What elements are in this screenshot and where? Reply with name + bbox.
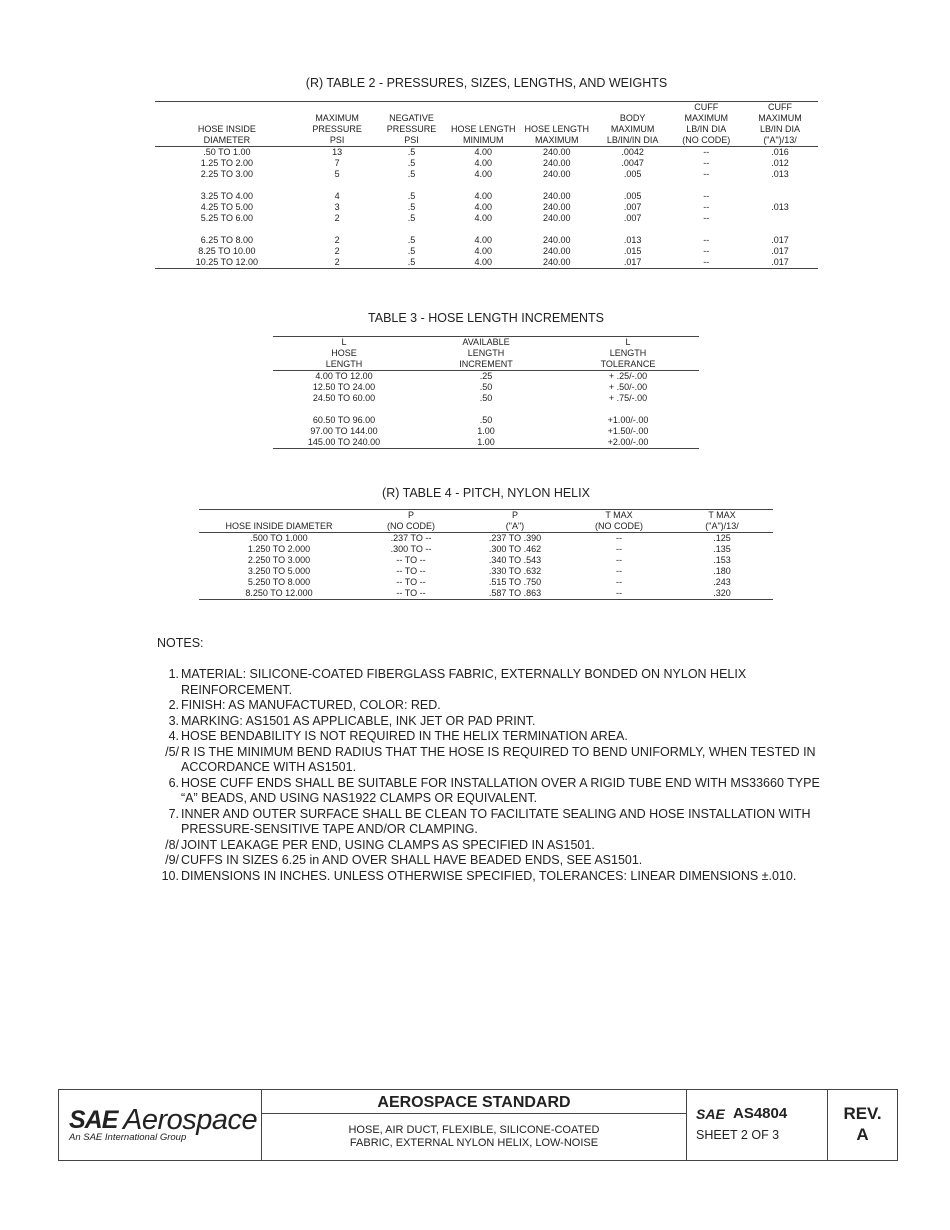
table-row [155,180,818,191]
table-cell: .5 [407,213,416,223]
table-cell: .5 [407,169,416,179]
notes-list [157,667,837,884]
table-cell: .017 [742,257,818,269]
document-number-cell [687,1090,828,1160]
table-cell: -- [703,169,710,179]
note-text: CUFFS IN SIZES 6.25 in AND OVER SHALL HAVE BEADED ENDS, SEE AS1501. [181,853,643,867]
table-cell: .5 [407,235,416,245]
table-cell: 3.25 TO 4.00 [200,191,253,201]
column-header: CUFF MAXIMUM LB/IN DIA (NO CODE) [671,102,743,147]
column-header: L HOSE LENGTH [273,337,415,371]
table4 [199,509,773,600]
table-cell [448,180,519,191]
table-cell: 4 [334,191,340,201]
table-cell: .320 [671,588,773,600]
table-row [199,577,773,588]
sae-mark: SAE [696,1106,725,1122]
table-cell: 240.00 [542,202,571,212]
table-cell: + .75/-.00 [608,393,648,403]
table-cell: 4.25 TO 5.00 [200,202,253,212]
table-cell: 10.25 TO 12.00 [155,257,299,269]
table-cell: 3.250 TO 5.000 [247,566,311,576]
note-item [157,853,837,869]
table-cell: 24.50 TO 60.00 [312,393,376,403]
table-cell: -- [616,544,622,554]
table-cell [742,213,818,224]
table-cell: 2 [334,235,340,245]
note-text: HOSE BENDABILITY IS NOT REQUIRED IN THE HELIX TERMINATION AREA. [181,729,628,743]
description-line-2: FABRIC, EXTERNAL NYLON HELIX, LOW-NOISE [349,1137,599,1149]
revision-value: A [856,1125,869,1144]
table-cell: 240.00 [542,213,571,223]
column-header: AVAILABLE LENGTH INCREMENT [415,337,557,371]
logo-subtitle: An SAE International Group [69,1132,187,1143]
table-cell: -- [703,191,710,201]
note-text: MATERIAL: SILICONE-COATED FIBERGLASS FABRIC, EXTERNALLY BONDED ON NYLON HELIX REINFORCEMENT. [181,667,747,697]
note-number: /9/ [165,853,179,867]
table-cell: .5 [407,147,416,157]
table-cell: -- TO -- [396,566,426,576]
table-cell: 5.25 TO 6.00 [200,213,253,223]
column-header: HOSE LENGTH MAXIMUM [519,102,595,147]
note-number: /8/ [165,837,179,852]
table-cell: .153 [713,555,731,565]
column-header: NEGATIVE PRESSURE PSI [375,102,447,147]
table-row [199,588,773,600]
table-cell: .012 [771,158,789,168]
table-cell: .237 TO .390 [488,533,542,543]
table-cell: .005 [623,169,642,179]
column-header: T MAX ("A")/13/ [671,510,773,533]
table-cell: -- [703,147,710,157]
table-cell: .013 [771,169,789,179]
note-item [157,838,837,854]
table-cell: .017 [771,235,789,245]
table-cell: .243 [713,577,731,587]
notes-title: NOTES: [157,636,204,650]
note-number: 1. [168,667,179,681]
table-cell [155,180,299,191]
table4-title: (R) TABLE 4 - PITCH, NYLON HELIX [382,486,590,500]
title-block [58,1089,898,1161]
note-text: R IS THE MINIMUM BEND RADIUS THAT THE HOSE IS REQUIRED TO BEND UNIFORMLY, WHEN TESTED IN ACCORDANCE WITH AS1501. [181,744,816,774]
table-cell: .5 [407,158,416,168]
note-text: INNER AND OUTER SURFACE SHALL BE CLEAN TO FACILITATE SEALING AND HOSE INSTALLATION WITH PRESSURE-SENSITIVE TAPE AND/OR CLAMPING. [181,806,811,836]
table-cell: -- [671,257,743,269]
table-cell: .340 TO .543 [488,555,542,565]
note-text: DIMENSIONS IN INCHES. UNLESS OTHERWISE SPECIFIED, TOLERANCES: LINEAR DIMENSIONS ±.010. [181,868,797,883]
table-cell: .005 [623,191,642,201]
column-header: P (NO CODE) [359,510,463,533]
table-cell: +1.50/-.00 [607,426,649,436]
table-cell: 4.00 [474,158,492,168]
table-cell: 1.250 TO 2.000 [247,544,311,554]
note-text: MARKING: AS1501 AS APPLICABLE, INK JET OR PAD PRINT. [181,713,536,728]
table-cell [448,224,519,235]
table-cell: .016 [771,147,789,157]
table-cell: 3 [334,202,340,212]
table-row [273,371,699,383]
table-cell: 4.00 [448,257,519,269]
note-item [157,807,837,838]
table-cell: -- [703,235,710,245]
revision-cell [828,1090,897,1160]
table-cell: .330 TO .632 [488,566,542,576]
table-cell [415,404,557,415]
table-cell: .300 TO .462 [488,544,542,554]
table-cell: .515 TO .750 [488,577,542,587]
table3 [273,336,699,449]
table-cell [273,404,415,415]
table-cell [742,180,818,191]
note-number: 3. [168,713,179,728]
table-cell: +1.00/-.00 [607,415,649,425]
note-number: 10. [161,868,179,883]
table-cell: 2 [299,257,376,269]
table-cell: .013 [623,235,642,245]
aerospace-logo: Aerospace [123,1104,258,1136]
note-item [157,714,837,730]
table-row [155,191,818,202]
table-row [199,555,773,566]
logo-cell [59,1090,262,1160]
table-cell: .50 [479,382,493,392]
table-cell: 240.00 [519,257,595,269]
table-row [155,202,818,213]
note-item [157,698,837,714]
note-item [157,667,837,698]
table2-title: (R) TABLE 2 - PRESSURES, SIZES, LENGTHS, AND WEIGHTS [305,76,668,90]
table-cell [557,404,699,415]
table-cell: 2 [334,213,340,223]
note-number: /5/ [165,744,179,759]
table-cell: .135 [713,544,731,554]
note-number: 7. [168,806,179,821]
column-header: P ("A") [463,510,567,533]
table-row [273,437,699,449]
table-cell: -- [703,202,710,212]
column-header: T MAX (NO CODE) [567,510,671,533]
note-text: JOINT LEAKAGE PER END, USING CLAMPS AS SPECIFIED IN AS1501. [181,837,595,852]
table-row [155,169,818,180]
column-header: CUFF MAXIMUM LB/IN DIA ("A")/13/ [742,102,818,147]
table-cell: -- [616,555,622,565]
table-cell: 2.250 TO 3.000 [247,555,311,565]
table-cell: 5 [334,169,340,179]
table-cell: .50 [479,393,493,403]
table-cell: .25 [479,371,493,381]
table3-title: TABLE 3 - HOSE LENGTH INCREMENTS [368,311,604,325]
table-cell: 4.00 [474,246,492,256]
table-cell: 240.00 [542,235,571,245]
table-cell: .0047 [621,158,644,168]
revision [828,1103,897,1145]
note-number: 4. [168,729,179,743]
column-header: HOSE INSIDE DIAMETER [155,102,299,147]
table-cell: 240.00 [542,169,571,179]
document-number: AS4804 [733,1105,788,1122]
table-cell: 60.50 TO 96.00 [312,415,376,425]
table-cell: 2 [334,246,340,256]
table-cell [519,224,595,235]
table-cell: 145.00 TO 240.00 [273,437,415,449]
table-cell: 240.00 [542,246,571,256]
table-cell: -- [567,588,671,600]
revision-label: REV. [843,1104,882,1123]
table-cell: 4.00 [474,147,492,157]
table-cell: .015 [623,246,642,256]
table-cell: .50 TO 1.00 [203,147,251,157]
table-row [155,257,818,269]
table-row [273,404,699,415]
table-row [199,544,773,555]
table-cell [299,180,376,191]
title-cell [262,1090,687,1160]
table-row [155,147,818,159]
table-cell: -- [703,246,710,256]
table-cell [375,180,447,191]
table-row [273,426,699,437]
table-cell: 13 [332,147,343,157]
table-cell: .017 [595,257,671,269]
table-cell: -- [616,577,622,587]
table-cell: .500 TO 1.000 [250,533,308,543]
table-cell: 6.25 TO 8.00 [200,235,253,245]
table-cell: -- TO -- [396,555,426,565]
table-row [155,213,818,224]
note-text: FINISH: AS MANUFACTURED, COLOR: RED. [181,698,441,712]
table-row [155,224,818,235]
table-cell: 1.00 [415,437,557,449]
column-header: HOSE INSIDE DIAMETER [199,510,359,533]
table-row [155,158,818,169]
table-cell [375,224,447,235]
table-cell: .5 [407,202,416,212]
table-row [155,246,818,257]
table-cell: .017 [771,246,789,256]
table-cell: + .25/-.00 [608,371,648,381]
sheet-number: SHEET 2 OF 3 [696,1128,780,1142]
table-cell: .5 [407,191,416,201]
table2 [155,101,818,269]
table-cell [742,224,818,235]
table-cell: 240.00 [542,158,571,168]
table-cell: 1.00 [477,426,495,436]
table-cell: +2.00/-.00 [557,437,699,449]
table-cell: 240.00 [542,191,571,201]
table-cell: 240.00 [542,147,571,157]
note-item [157,745,837,776]
table-cell: + .50/-.00 [608,382,648,392]
table-cell: 2.25 TO 3.00 [200,169,253,179]
document-description [262,1124,686,1150]
table-cell: .5 [407,246,416,256]
table-cell: -- TO -- [396,577,426,587]
table-cell: .5 [375,257,447,269]
table-cell [595,224,671,235]
table-cell [299,224,376,235]
table-row [155,235,818,246]
table-cell [155,224,299,235]
table-cell: .587 TO .863 [463,588,567,600]
table-row [273,415,699,426]
note-item [157,729,837,745]
note-text: HOSE CUFF ENDS SHALL BE SUITABLE FOR INSTALLATION OVER A RIGID TUBE END WITH MS33660 TYPE “A” BEADS, AND USING NAS1922 CLAMPS OR EQUIVALENT. [181,775,820,805]
table-cell: -- [616,566,622,576]
table-cell: .007 [623,213,642,223]
table-cell: .013 [771,202,789,212]
table-cell: .237 TO -- [390,533,432,543]
column-header: MAXIMUM PRESSURE PSI [299,102,376,147]
table-row [199,533,773,545]
table-cell: 4.00 [474,169,492,179]
table-cell: 12.50 TO 24.00 [312,382,376,392]
table-cell: 4.00 [474,235,492,245]
table-cell: 7 [334,158,340,168]
description-line-1: HOSE, AIR DUCT, FLEXIBLE, SILICONE-COATED [348,1124,600,1136]
note-item [157,776,837,807]
table-cell: .180 [713,566,731,576]
table-cell [742,191,818,202]
note-item [157,869,837,885]
table-cell: .007 [623,202,642,212]
table-row [199,566,773,577]
table-cell: -- [703,213,710,223]
table-cell [519,180,595,191]
table-cell: 1.25 TO 2.00 [200,158,253,168]
table-cell: 4.00 [474,213,492,223]
table-cell: .300 TO -- [390,544,432,554]
table-cell: -- [616,533,622,543]
table-cell: 8.25 TO 10.00 [198,246,256,256]
table-cell: 8.250 TO 12.000 [199,588,359,600]
sae-logo: SAE [69,1106,118,1134]
note-number: 6. [168,775,179,790]
column-header: HOSE LENGTH MINIMUM [448,102,519,147]
table-row [273,393,699,404]
table-row [273,382,699,393]
column-header: L LENGTH TOLERANCE [557,337,699,371]
table-cell [671,224,743,235]
table-cell: 4.00 TO 12.00 [315,371,373,381]
table-cell [671,180,743,191]
table-cell: .0042 [621,147,644,157]
table-cell: -- [703,158,710,168]
table-cell: .125 [713,533,731,543]
table-cell: 4.00 [474,202,492,212]
table-cell [595,180,671,191]
table-cell: .50 [479,415,493,425]
table-cell: -- TO -- [359,588,463,600]
table-cell: 5.250 TO 8.000 [247,577,311,587]
standard-header: AEROSPACE STANDARD [262,1090,686,1114]
note-number: 2. [168,698,179,712]
column-header: BODY MAXIMUM LB/IN/IN DIA [595,102,671,147]
table-cell: 97.00 TO 144.00 [310,426,378,436]
table-cell: 4.00 [474,191,492,201]
